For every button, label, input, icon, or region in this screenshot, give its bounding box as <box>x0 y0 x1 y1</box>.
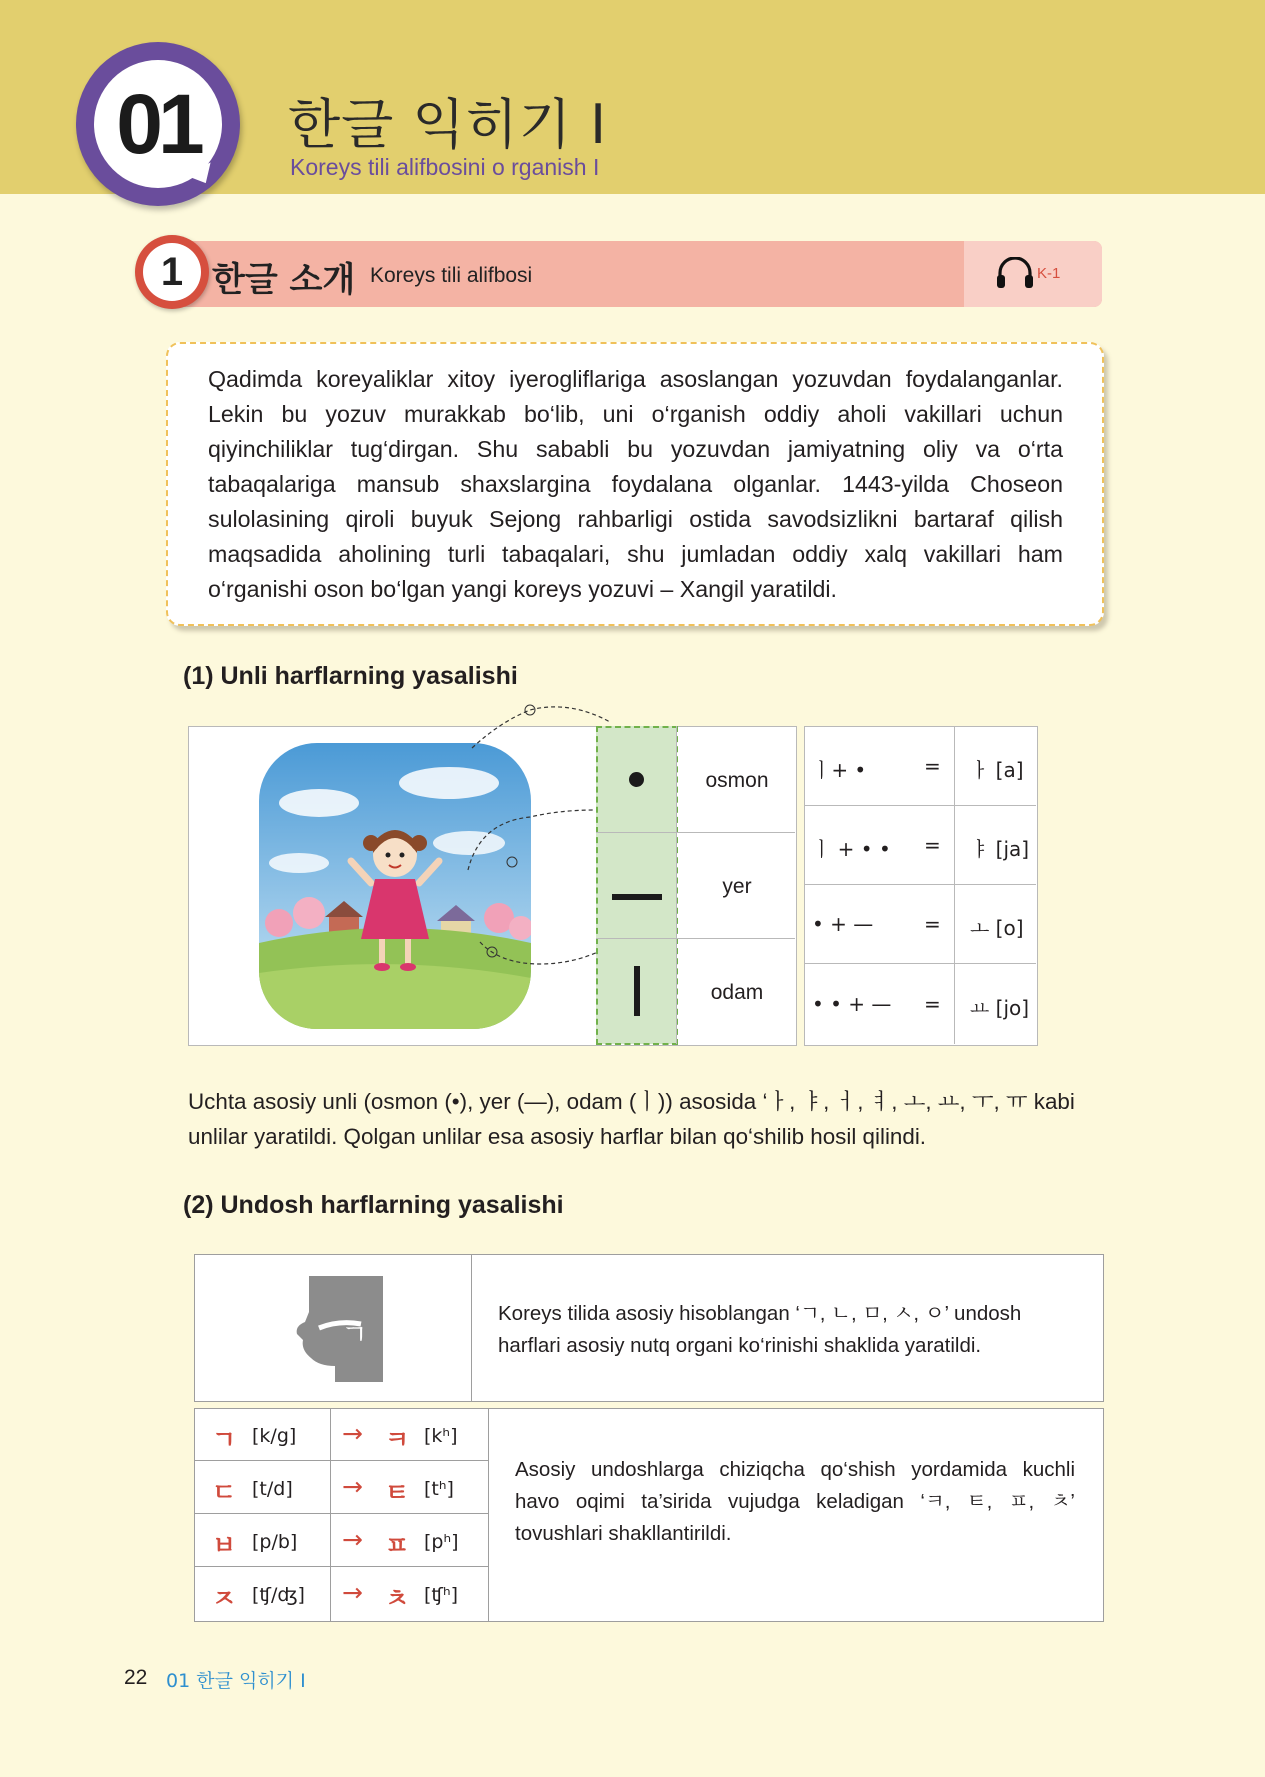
combo-equals: = <box>924 912 941 936</box>
arrow-right-icon: → <box>342 1578 363 1607</box>
base-consonant-ipa: [p/b] <box>252 1531 298 1553</box>
combo-row-divider <box>804 805 1036 806</box>
aspirated-consonant-ipa: [ʧʰ] <box>424 1584 459 1606</box>
base-consonant: ㅈ <box>212 1584 237 1613</box>
footer-chapter-label: 01 한글 익히기 Ⅰ <box>166 1670 306 1692</box>
cons-col-divider <box>488 1408 489 1622</box>
vowel-meaning-sky: osmon <box>705 769 769 792</box>
aspirated-consonant-ipa: [kʰ] <box>424 1425 458 1447</box>
section-number: 1 <box>143 243 201 301</box>
base-consonant: ㅂ <box>212 1531 237 1560</box>
cons-row-divider <box>194 1566 488 1567</box>
aspirated-consonant: ㅍ <box>385 1531 410 1560</box>
vowel-row-divider <box>596 938 795 939</box>
audio-track-code[interactable]: K-1 <box>1037 265 1061 282</box>
stroke-dot-sky <box>629 772 644 787</box>
stroke-vertical-human <box>634 966 640 1016</box>
cons-row-divider <box>194 1460 488 1461</box>
vowel-meaning-human: odam <box>710 981 764 1004</box>
consonant-basic-text: Koreys tilida asosiy hisoblangan ‘ㄱ, ㄴ, ㅁ, ㅅ, ㅇ’ undosh harflari asosiy nutq organi ko‘rinishi shaklida yaratildi. <box>498 1302 1022 1357</box>
combo-result: ㅛ [jo] <box>970 996 1030 1020</box>
svg-text:ㄱ: ㄱ <box>341 1318 369 1351</box>
aspirated-consonant-ipa: [tʰ] <box>424 1478 454 1500</box>
connector-arrows <box>440 702 620 972</box>
combo-row-divider <box>804 963 1036 964</box>
combo-equals: = <box>924 833 941 857</box>
chapter-title: 한글 익히기 I <box>288 93 608 156</box>
aspirated-consonant: ㅌ <box>385 1478 410 1507</box>
base-consonant-ipa: [t/d] <box>252 1478 293 1500</box>
aspirated-consonant: ㅋ <box>385 1425 410 1454</box>
chapter-subtitle: Koreys tili alifbosini o rganish I <box>290 154 600 180</box>
base-consonant: ㄷ <box>212 1478 237 1507</box>
consonant-heading: (2) Undosh harflarning yasalishi <box>183 1191 564 1219</box>
combo-formula: ㅣ + • • <box>812 837 891 861</box>
cons-col-divider <box>330 1408 331 1622</box>
mouth-diagram <box>279 1272 389 1386</box>
consonant-basic-divider <box>471 1254 472 1402</box>
vowel-row-divider <box>596 832 795 833</box>
stroke-horizontal-earth <box>612 894 662 900</box>
intro-text: Qadimda koreyaliklar xitoy iyerogliflariga asoslangan yozuvdan foydalanganlar. Lekin bu yozuv murakkab bo‘lib, uni o‘rganish oddiy aholi vakillari uchun qiyinchiliklar tug‘dirgan. Shu sababli bu yozuvdan jamiyatning oliy va o‘rta tabaqalariga mansub shaxslargina foydalana olganlar. 1443-yilda Choseon sulolasining qiroli buyuk Sejong rahbarligi ostida savodsizlikni bartaraf qilish maqsadida aholining turli tabaqalari, shu jumladan oddiy xalq vakillari ham o‘rganishi oson bo‘lgan yangi koreys yozuvi – Xangil yaratildi. <box>208 366 1063 602</box>
chapter-number: 01 <box>116 77 200 171</box>
base-consonant-ipa: [ʧ/ʤ] <box>252 1584 305 1606</box>
cons-row-divider <box>194 1513 488 1514</box>
combo-equals: = <box>924 992 941 1016</box>
headphones-icon[interactable] <box>996 257 1034 289</box>
vowel-meaning-earth: yer <box>722 875 752 898</box>
arrow-right-icon: → <box>342 1472 363 1501</box>
section-title-uzbek: Koreys tili alifbosi <box>370 264 533 287</box>
combo-result: ㅏ [a] <box>970 758 1024 782</box>
aspirated-consonant: ㅊ <box>385 1584 410 1613</box>
combo-formula: ㅣ+ • <box>812 758 867 782</box>
combo-result: ㅗ [o] <box>970 916 1024 940</box>
base-consonant: ㄱ <box>212 1425 237 1454</box>
combo-formula: • + — <box>812 912 874 936</box>
combo-row-divider <box>804 884 1036 885</box>
combo-formula: • • + — <box>812 992 892 1016</box>
consonant-aspirated-text: Asosiy undoshlarga chiziqcha qo‘shish yordamida kuchli havo oqimi ta’sirida vujudga keladigan ‘ㅋ, ㅌ, ㅍ, ㅊ’ tovushlari shakllantirildi. <box>515 1458 1075 1545</box>
arrow-right-icon: → <box>342 1419 363 1448</box>
combo-col-divider <box>954 726 955 1044</box>
arrow-right-icon: → <box>342 1525 363 1554</box>
base-consonant-ipa: [k/g] <box>252 1425 297 1447</box>
aspirated-consonant-ipa: [pʰ] <box>424 1531 459 1553</box>
combo-result: ㅑ [ja] <box>970 837 1030 861</box>
vowel-heading: (1) Unli harflarning yasalishi <box>183 662 518 690</box>
vowel-summary-text: Uchta asosiy unli (osmon (•), yer (—), odam (ㅣ)) asosida ‘ㅏ, ㅑ, ㅓ, ㅕ, ㅗ, ㅛ, ㅜ, ㅠ kabi unlilar yaratildi. Qolgan unlilar esa asosiy harflar bilan qo‘shilib hosil qilindi. <box>188 1089 1075 1149</box>
section-title-korean: 한글 소개 <box>212 260 356 300</box>
combo-equals: = <box>924 754 941 778</box>
page-number: 22 <box>124 1666 148 1689</box>
